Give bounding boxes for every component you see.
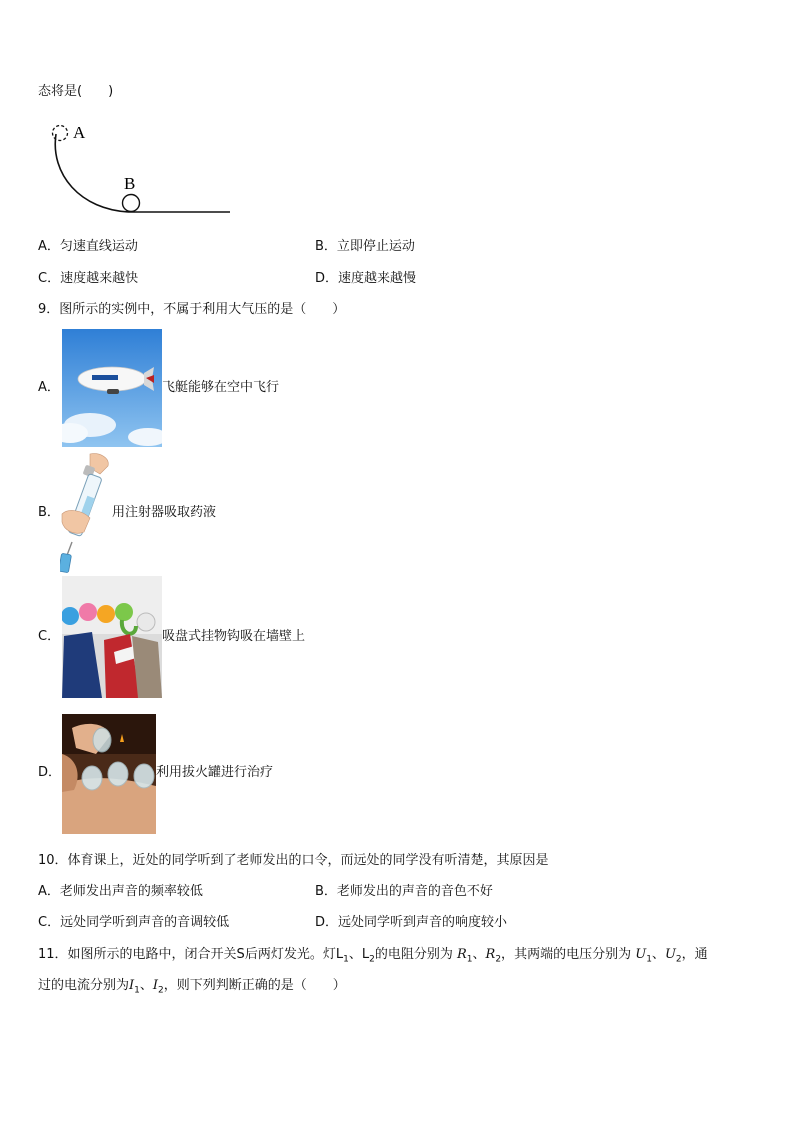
label-a: A bbox=[73, 123, 86, 142]
q11-stem-line-1: 11．如图所示的电路中，闭合开关S后两灯发光。灯$L_1$、$L_2$的电阻分别为 $R_1$、$R_2$，其两端的电压分别为 $U_1$、$U_2$，通 bbox=[38, 947, 708, 965]
q10-option-c: C．远处同学听到声音的音调较低 bbox=[38, 915, 230, 930]
curved-track bbox=[55, 134, 230, 212]
q8-option-c: C．速度越来越快 bbox=[38, 271, 139, 286]
q8-option-b: B．立即停止运动 bbox=[315, 239, 415, 254]
q8-option-a: A．匀速直线运动 bbox=[38, 239, 138, 254]
label-b: B bbox=[124, 174, 136, 193]
q9-option-b-letter: B． bbox=[38, 505, 60, 520]
syringe-photo bbox=[60, 452, 112, 574]
q9-option-c-text: 吸盘式挂物钩吸在墙壁上 bbox=[162, 629, 306, 644]
suction-hooks-photo bbox=[62, 576, 162, 698]
q9-option-b-text: 用注射器吸取药液 bbox=[112, 505, 217, 520]
ball-position-b bbox=[123, 195, 140, 212]
q9-option-d-text: 利用拔火罐进行治疗 bbox=[156, 765, 274, 780]
airship-photo bbox=[62, 329, 162, 447]
q8-option-d: D．速度越来越慢 bbox=[315, 271, 417, 286]
fire-cupping-photo bbox=[62, 714, 156, 834]
q9-option-a-text: 飞艇能够在空中飞行 bbox=[162, 380, 280, 395]
q10-stem: 10．体育课上，近处的同学听到了老师发出的口令，而远处的同学没有听清楚，其原因是 bbox=[38, 853, 549, 868]
q9-option-c-letter: C． bbox=[38, 629, 61, 644]
q11-stem-line-2: 过的电流分别为$I_1$、$I_2$，则下列判断正确的是（ ） bbox=[38, 978, 346, 996]
q10-option-a: A．老师发出声音的频率较低 bbox=[38, 884, 203, 899]
q8-stem-tail: 态将是( ) bbox=[38, 84, 114, 99]
q8-track-figure bbox=[40, 112, 240, 220]
ball-position-a bbox=[53, 126, 68, 141]
q9-stem: 9．图所示的实例中，不属于利用大气压的是（ ） bbox=[38, 302, 346, 317]
q9-option-d-letter: D． bbox=[38, 765, 62, 780]
q10-option-b: B．老师发出的声音的音色不好 bbox=[315, 884, 493, 899]
q9-option-a-letter: A． bbox=[38, 380, 60, 395]
q10-option-d: D．远处同学听到声音的响度较小 bbox=[315, 915, 508, 930]
